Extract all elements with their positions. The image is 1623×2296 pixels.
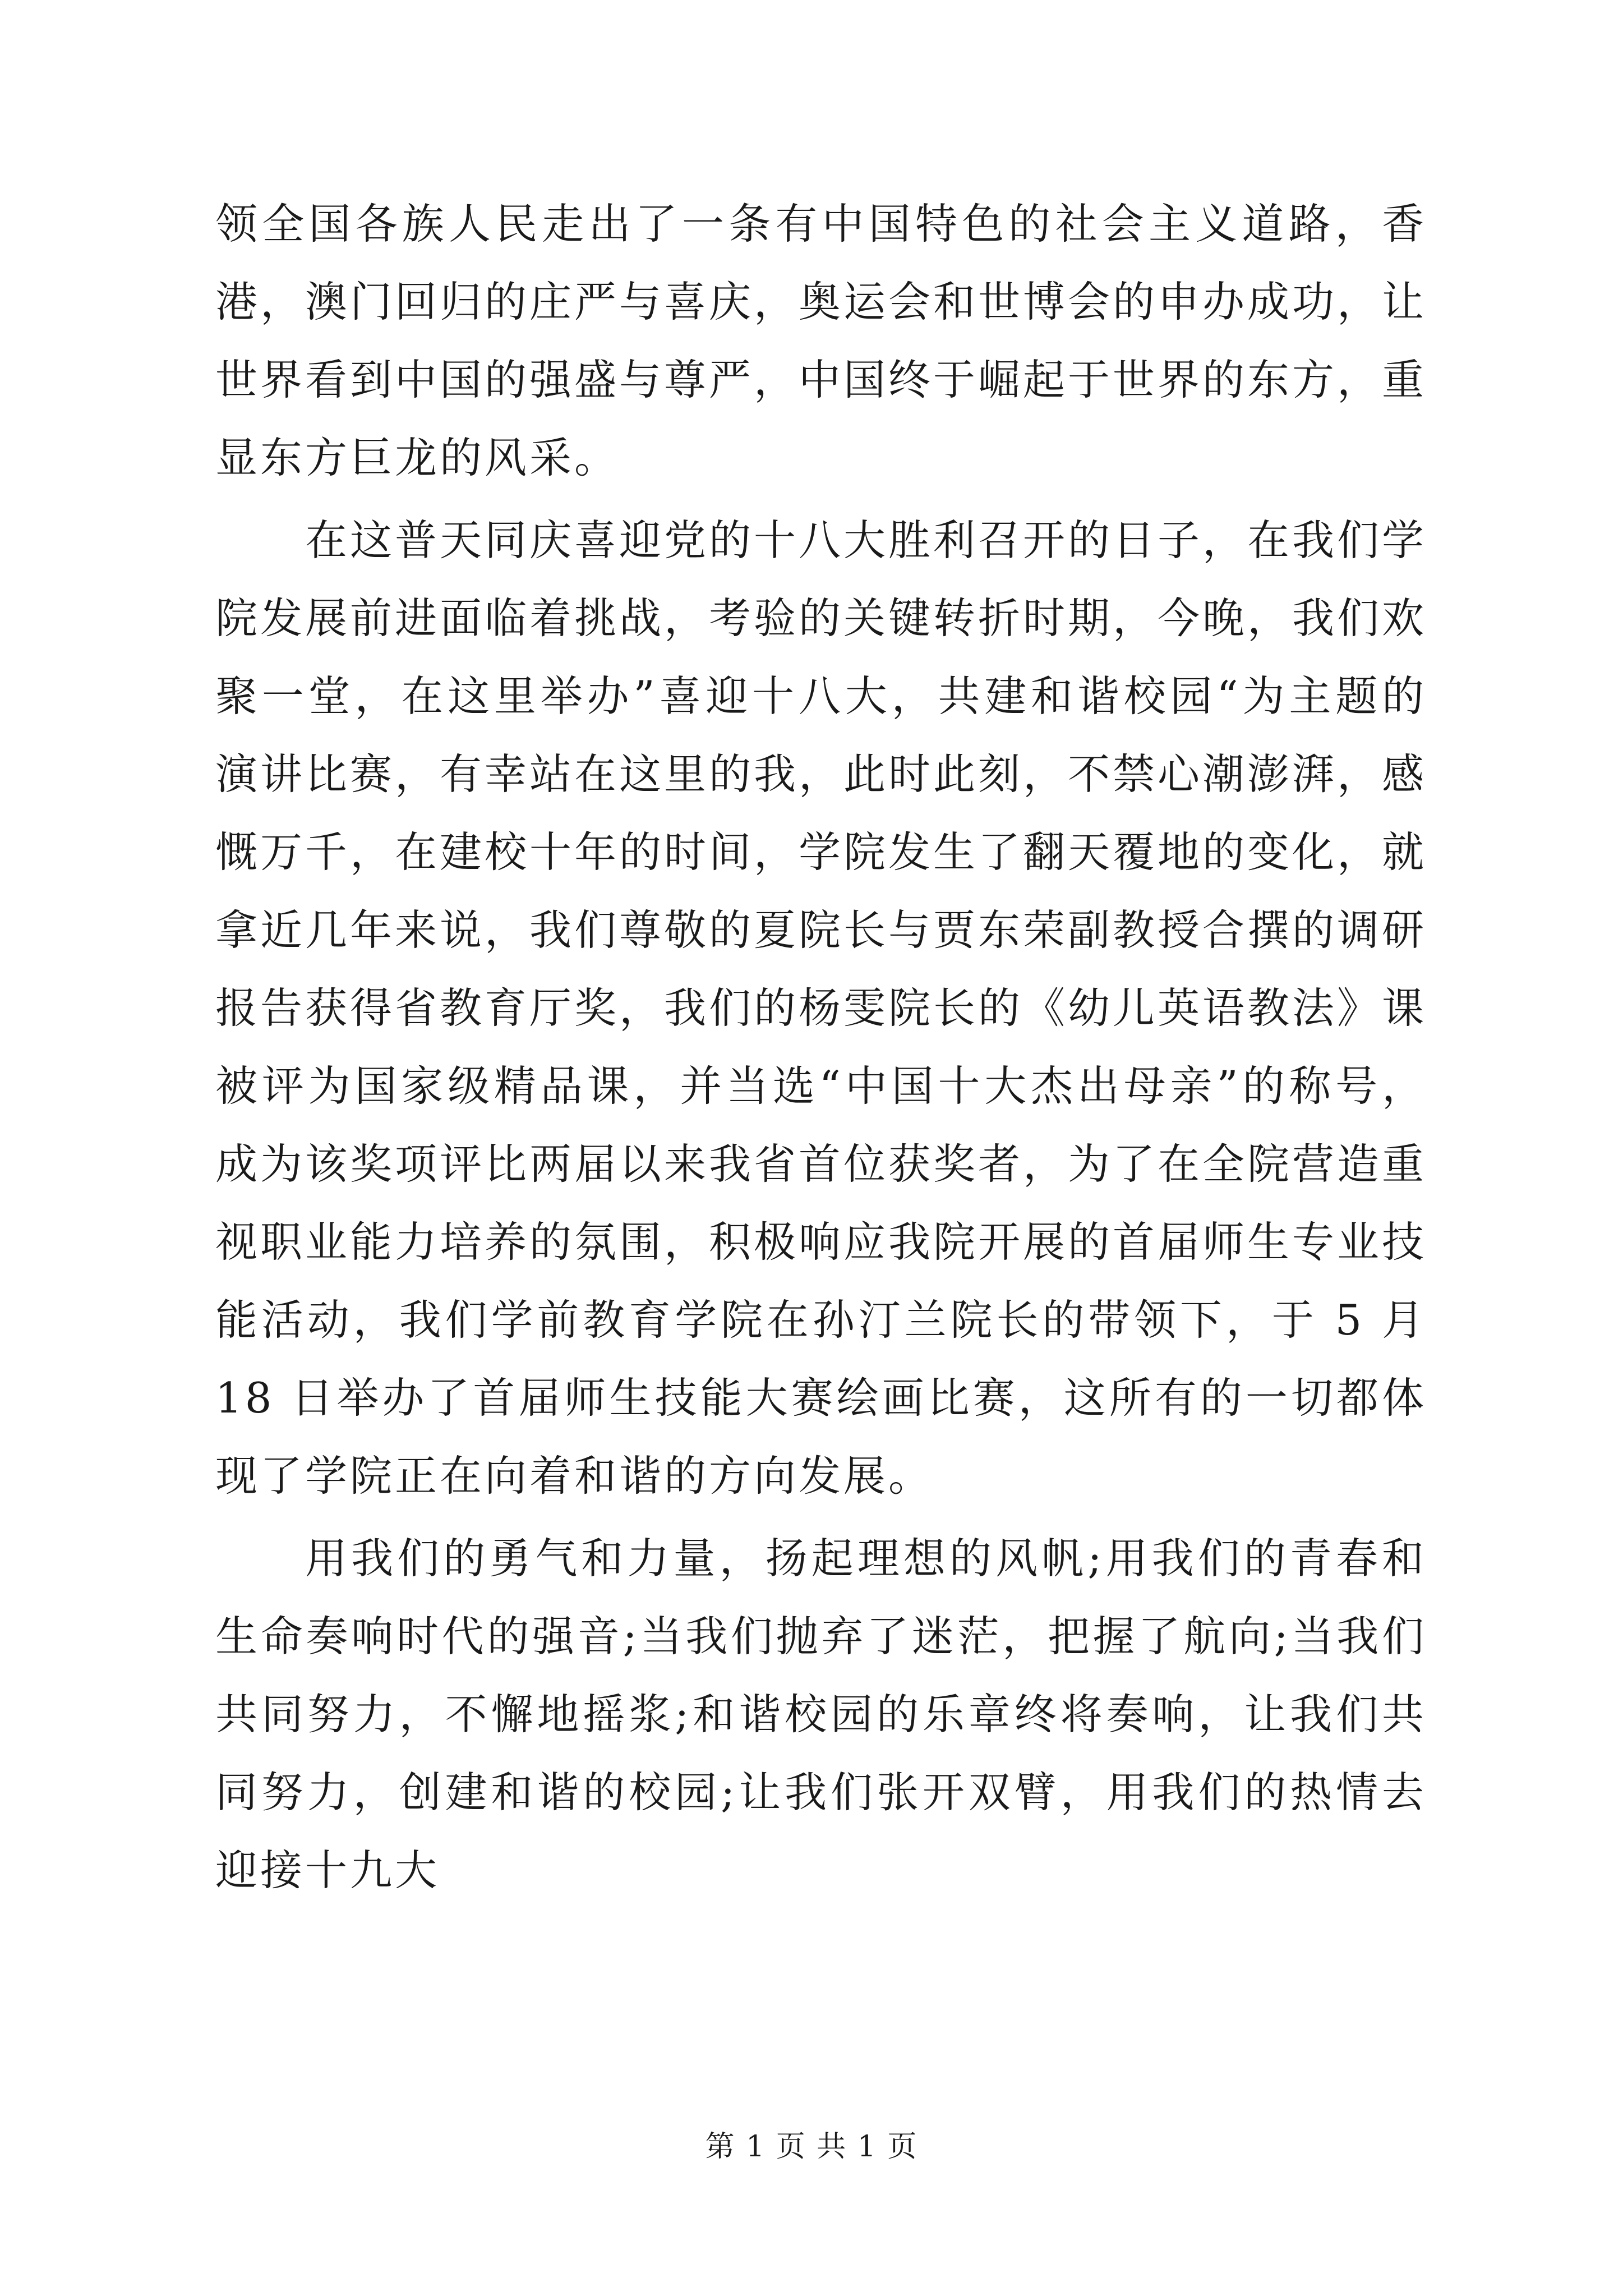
paragraph-3: 用我们的勇气和力量，扬起理想的风帆;用我们的青春和生命奏响时代的强音;当我们抛弃了迷茫，把握了航向;当我们共同努力，不懈地摇浆;和谐校园的乐章终将奏响，让我们共同努力，创建和谐的校园;让我们张开双臂，用我们的热情去迎接十九大 (215, 1534, 1427, 1895)
paragraph-2: 在这普天同庆喜迎党的十八大胜利召开的日子，在我们学院发展前进面临着挑战，考验的关键转折时期，今晚，我们欢聚一堂，在这里举办”喜迎十八大，共建和谐校园“为主题的演讲比赛，有幸站在这里的我，此时此刻，不禁心潮澎湃，感慨万千，在建校十年的时间，学院发生了翻天覆地的变化，就拿近几年来说，我们尊敬的夏院长与贾东荣副教授合撰的调研报告获得省教育厅奖，我们的杨雯院长的《幼儿英语教法》课被评为国家级精品课，并当选“中国十大杰出母亲”的称号，成为该奖项评比两届以来我省首位获奖者，为了在全院营造重视职业能力培养的氛围，积极响应我院开展的首届师生专业技能活动，我们学前教育学院在孙汀兰院长的带领下，于 5 月 18 日举办了首届师生技能大赛绘画比赛，这所有的一切都体现了学院正在向着和谐的方向发展。 (215, 516, 1427, 1501)
page-footer: 第 1 页 共 1 页 (705, 2130, 918, 2164)
document-body (215, 185, 1427, 1910)
paragraph-1: 领全国各族人民走出了一条有中国特色的社会主义道路，香港，澳门回归的庄严与喜庆，奥运会和世博会的申办成功，让世界看到中国的强盛与尊严，中国终于崛起于世界的东方，重显东方巨龙的风采。 (215, 199, 1427, 482)
